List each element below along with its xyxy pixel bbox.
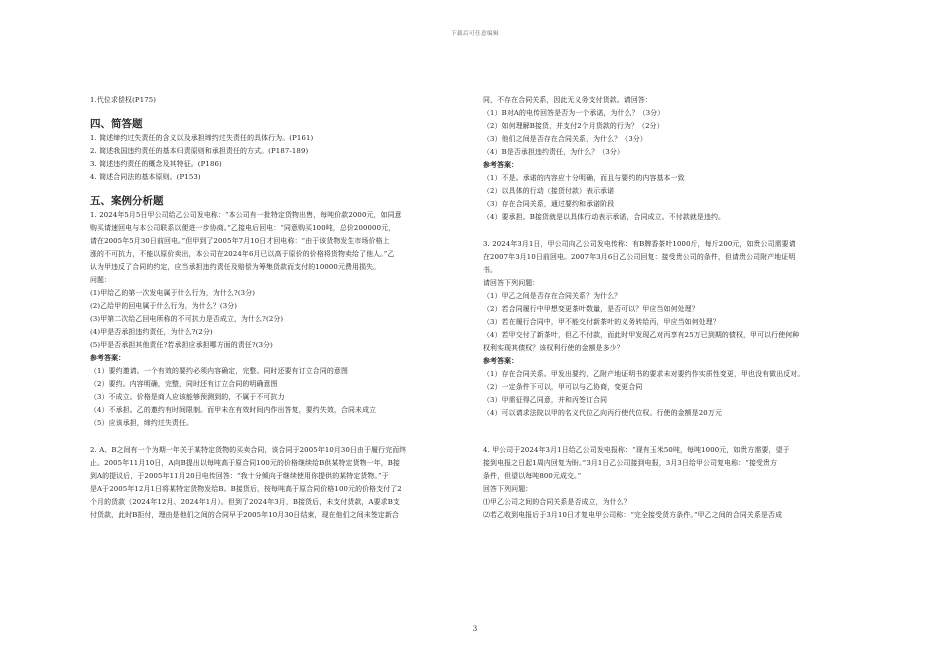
case1-question: (3)甲第二次给乙回电所称的不可抗力是否成立，为什么?(2分) — [90, 315, 284, 323]
case1-line: 认为甲违反了合同的约定，应当承担违约责任及赔偿为筹集货款而支付的10000元费用损失。 — [90, 263, 381, 271]
answer-label: 参考答案： — [90, 354, 126, 362]
case2-line: 付货款，此时B拒付，理由是他们之间的合同早于2005年10月30日结束，现在他们之间未签定新合 — [90, 511, 400, 519]
case2-question: （4）B是否承担违约责任，为什么？（3分） — [483, 148, 625, 156]
left-column — [90, 94, 468, 522]
case1-answer: （1）要约邀请。一个有效的要约必须内容确定，完整。同时还要有订立合同的意图 — [90, 367, 348, 375]
answer-label: 参考答案： — [483, 161, 519, 169]
case1-answer: （3）不成立。价格是商人应该能够预测到的，不属于不可抗力 — [90, 393, 285, 401]
case2-answer: （4）要承担。B接货就是以具体行动表示承诺，合同成立。不付款就是违约。 — [483, 213, 726, 221]
right-column — [483, 94, 861, 522]
case2-answer: （3）存在合同关系，通过要约和承诺阶段 — [483, 200, 615, 208]
case3-question: （4）若甲交付了新茶叶，但乙不付款，而此时甲发现乙对丙享有25万已到期的债权，甲可以行使何种 — [483, 331, 800, 339]
case1-line: 购买请速回电与本公司联系以便进一步协商。”乙接电后回电：“同意购买100吨，总价200000元， — [90, 224, 396, 232]
short-answer-item: 3. 简述违约责任的概念及其特征。(P186) — [90, 160, 222, 168]
case1-question: (5)甲是否承担其他责任?若承担应承担哪方面的责任?(3分) — [90, 341, 274, 349]
case2-line: 是A于2005年12月1日将某特定货物发给B。B接货后，按每吨高于原合同价格100元的价格支付了2 — [90, 485, 402, 493]
case2-cont-line: 同，不存在合同关系，因此无义务支付货款。请回答： — [483, 96, 652, 104]
short-answer-item: 2. 简述我国违约责任的基本归责原则和承担责任的方式。(P187-189) — [90, 147, 309, 155]
case3-line: 3. 2024年3月1日，甲公司向乙公司发电传称：有B牌香茶叶1000斤，每斤200元，如贵公司需要请 — [483, 240, 796, 248]
case3-answer: （2）一定条件下可以，甲可以与乙协商，变更合同 — [483, 383, 643, 391]
case2-answer: （2）以具体的行动（接货付款）表示承诺 — [483, 187, 615, 195]
case3-answer: （4）可以请求法院以甲的名义代位乙向丙行使代位权。行使的金额是20万元 — [483, 409, 722, 417]
case2-line: 2. A、B之间有一个为期一年关于某特定货物的买卖合同，该合同于2005年10月30日由于履行完而终 — [90, 446, 407, 454]
case2-line: 止。2005年11月10日，A向B提出以每吨高于原合同100元的价格继续给B供某特定货物一年，B接 — [90, 459, 401, 467]
case1-question: (2)乙给甲的回电属于什么行为，为什么？(3分) — [90, 302, 238, 310]
top-item: 1.代位求偿权(P175) — [90, 96, 157, 104]
section-4-title: 四、简答题 — [90, 118, 143, 130]
case1-answer: （2）要约。内容明确，完整，同时还有订立合同的明确意图 — [90, 380, 278, 388]
case3-question: （2）若合同履行中甲想变更茶叶数量，是否可以？甲应当如何处理？ — [483, 305, 699, 313]
case1-line: 涨的不可抗力，不能以原价卖出，本公司在2024年6月已以高于原价的价格将货物卖给了他人。”乙 — [90, 250, 395, 258]
case1-line: 请在2005年5月30日前回电。”但甲到了2005年7月10日才回电称：“由于该货物发生市场价格上 — [90, 237, 390, 245]
case3-answer: （3）甲需征得乙同意，并和丙签订合同 — [483, 396, 608, 404]
case2-line: 到A的提议后，于2005年11月20日电传回答：“我十分倾向于继续使用你提供的某特定货物。”于 — [90, 472, 389, 480]
case3-question: （3）若在履行合同中，甲不能交付新茶叶的义务转给丙，甲应当如何处理？ — [483, 318, 720, 326]
case4-line: 4. 甲公司于2024年3月1日给乙公司发电报称：“现有玉米50吨，每吨1000元，如贵方需要，望于 — [483, 446, 790, 454]
case3-line: 请回答下列问题： — [483, 279, 540, 287]
case3-line: 在2007年3月10日前回电。2007年3月6日乙公司回复：接受贵公司的条件，但请贵公司附产地证明 — [483, 253, 796, 261]
case1-answer: （5）应该承担，缔约过失责任。 — [90, 419, 194, 427]
short-answer-item: 4. 简述合同法的基本原则。(P153) — [90, 173, 201, 181]
section-5-title: 五、案例分析题 — [90, 195, 164, 207]
case1-answer: （4）不承担。乙的邀约有时间限制。而甲未在有效时间内作出答复，要约失效，合同未成立 — [90, 406, 377, 414]
case3-question: （1）甲乙之间是否存在合同关系？为什么？ — [483, 292, 622, 300]
case4-question: ⑵若乙收到电报后于3月10日才复电甲公司称：“完全接受货方条件。”甲乙之间的合同关系是否成 — [483, 511, 783, 519]
case4-question: ⑴甲乙公司之间的合同关系是否成立，为什么？ — [483, 498, 631, 506]
case1-question: (1)甲给乙的第一次发电属于什么行为，为什么?(3分) — [90, 289, 256, 297]
page-number: 3 — [472, 625, 478, 633]
case1-question: (4)甲是否承担违约责任，为什么?(2分) — [90, 328, 213, 336]
case2-question: （3）他们之间是否存在合同关系，为什么？（3分） — [483, 135, 647, 143]
case4-line: 条件，但望以每吨800元成交。” — [483, 472, 582, 480]
case1-line: 1. 2024年5月5日甲公司给乙公司发电称：“本公司有一批特定货物出售，每吨价款2000元，如同意 — [90, 211, 402, 219]
short-answer-item: 1. 简述缔约过失责任的含义以及承担缔约过失责任的具体行为。(P161) — [90, 134, 314, 142]
answer-label: 参考答案： — [483, 357, 519, 365]
case4-line: 回答下列问题： — [483, 485, 533, 493]
case3-line: 书。 — [483, 266, 498, 274]
case2-line: 个月的货款（2024年12月、2024年1月）。但到了2024年3月，B接货后，未支付货款，A要求B支 — [90, 498, 400, 506]
case2-question: （2）如何理解B接货，并支付2个月货款的行为？（2分） — [483, 122, 664, 130]
case3-question: 权利实现其债权？该权利行使的金额是多少？ — [483, 344, 624, 352]
page-header: 下载后可任意编辑 — [450, 31, 499, 37]
case2-answer: （1）不是。承诺的内容应十分明确，而且与要约的内容基本一致 — [483, 174, 685, 182]
case1-line: 问题： — [90, 276, 112, 284]
case2-question: （1）B对A的电传回答是否为一个承诺，为什么？（3分） — [483, 109, 665, 117]
case3-answer: （1）存在合同关系。甲发出要约，乙附产地证明书的要求未对要约作实质性变更，甲也没有做出反对。 — [483, 370, 805, 378]
case4-line: 接到电报之日起1周内回复为盼。”3月1日乙公司接到电报，3月3日给甲公司复电称：“接受贵方 — [483, 459, 778, 467]
